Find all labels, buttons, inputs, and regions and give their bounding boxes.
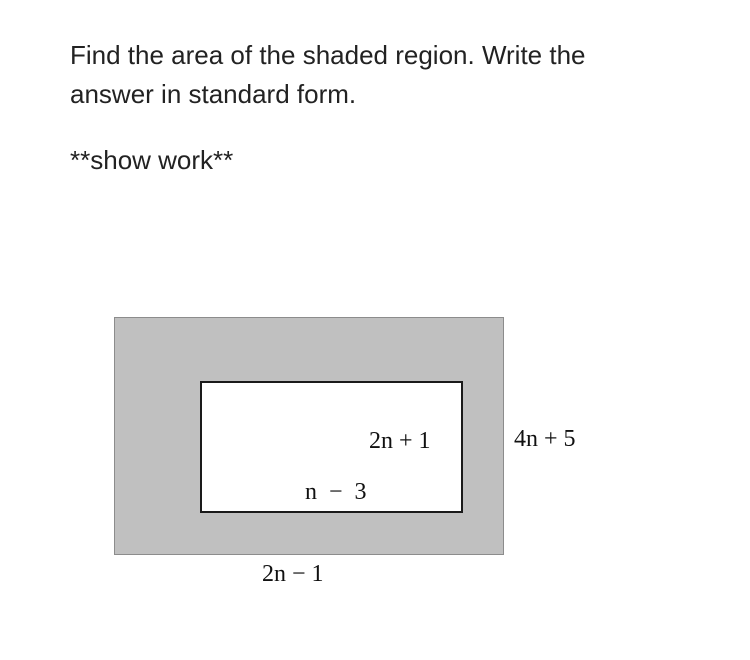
outer-width-label: 2n − 1 xyxy=(262,561,324,587)
show-work-note: **show work** xyxy=(70,145,234,175)
problem-line-2: answer in standard form. xyxy=(70,79,357,109)
problem-line-1: Find the area of the shaded region. Write the xyxy=(70,40,586,70)
inner-width-label: n − 3 xyxy=(305,479,367,505)
outer-height-label: 4n + 5 xyxy=(514,426,576,452)
problem-statement xyxy=(70,36,690,114)
inner-height-label: 2n + 1 xyxy=(369,428,431,454)
